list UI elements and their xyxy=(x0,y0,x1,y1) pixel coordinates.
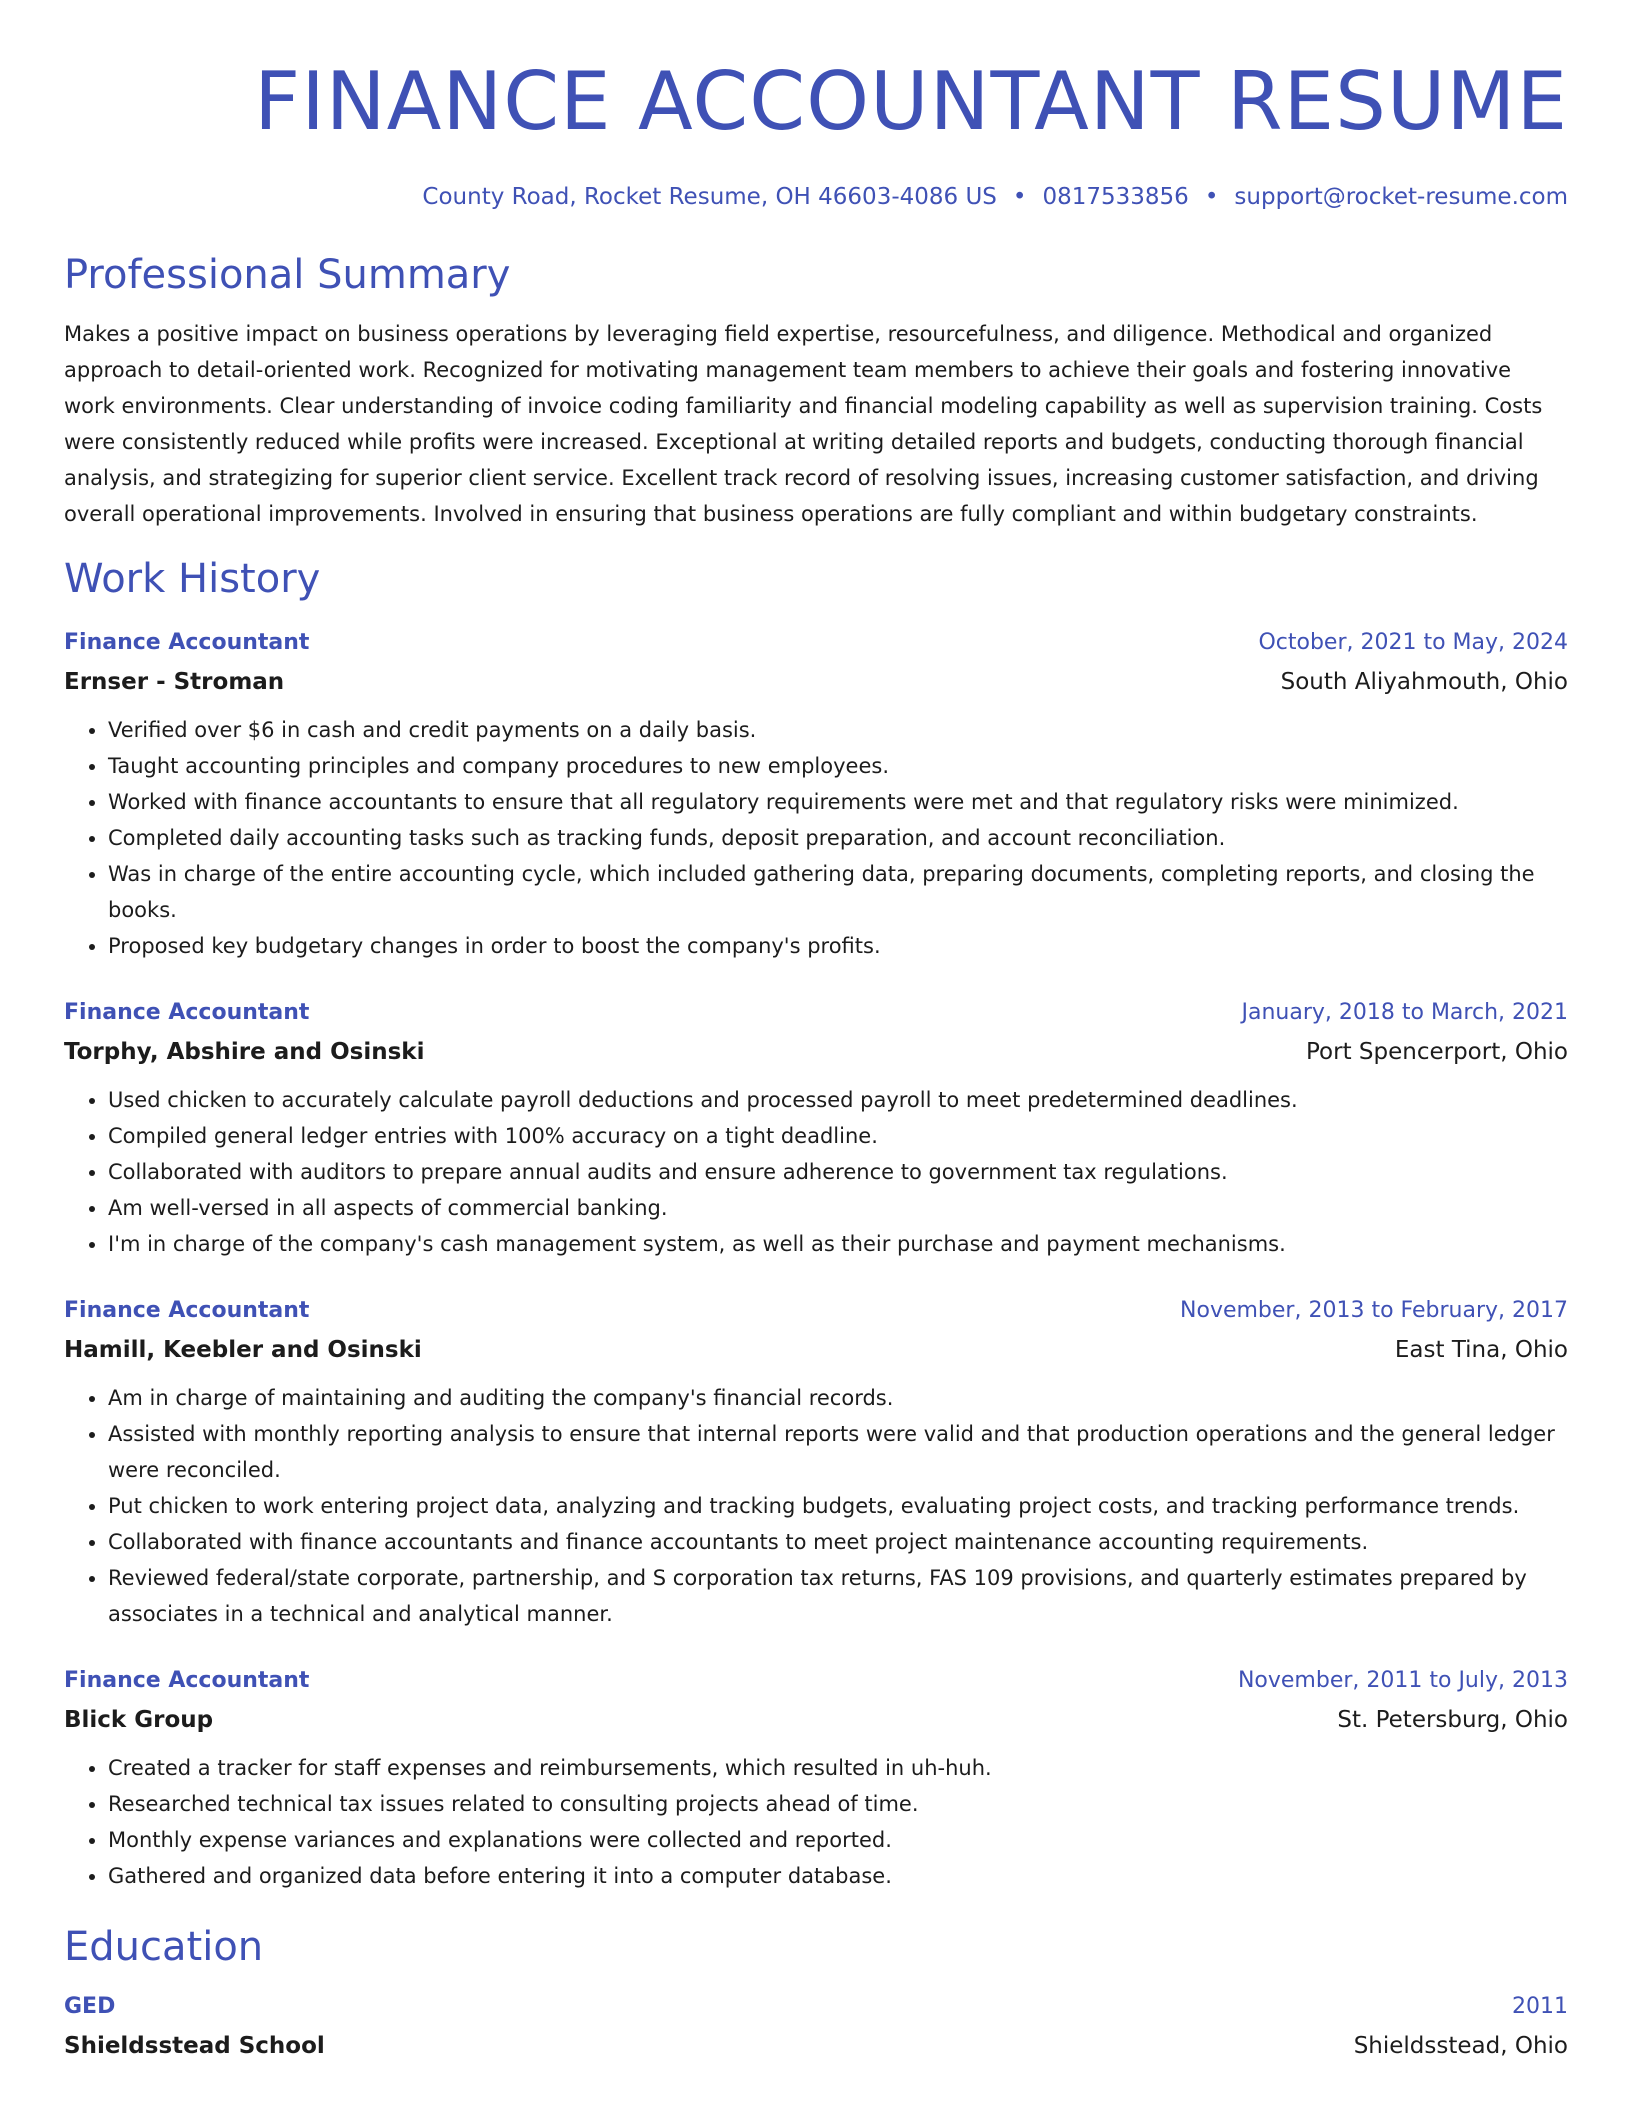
education-school-row xyxy=(64,2026,1568,2066)
section-title-summary: Professional Summary xyxy=(64,252,511,298)
job-company: Torphy, Abshire and Osinski xyxy=(64,1039,425,1065)
job-bullets xyxy=(64,1380,1568,1632)
job-bullet: • Researched technical tax issues related to consulting projects ahead of time. xyxy=(108,1786,1568,1822)
job-bullet: • Was in charge of the entire accounting cycle, which included gathering data, preparing documents, completing reports, and closing the books. xyxy=(108,856,1568,928)
job-location: Port Spencerport, Ohio xyxy=(1306,1039,1568,1065)
job-company: Blick Group xyxy=(64,1707,214,1733)
resume-header xyxy=(64,0,1568,214)
job-bullet: • Assisted with monthly reporting analysis to ensure that internal reports were valid and that production operations and the general ledger were reconciled. xyxy=(108,1416,1568,1488)
job-location: St. Petersburg, Ohio xyxy=(1337,1707,1568,1733)
job-company-row xyxy=(64,1330,1568,1370)
job-company-row xyxy=(64,1032,1568,1072)
job-title: Finance Accountant xyxy=(64,1000,310,1025)
job-bullet: • Monthly expense variances and explanations were collected and reported. xyxy=(108,1822,1568,1858)
job-company: Hamill, Keebler and Osinski xyxy=(64,1337,422,1363)
job-bullet: • Am well-versed in all aspects of commercial banking. xyxy=(108,1190,1568,1226)
job-title: Finance Accountant xyxy=(64,630,310,655)
job-bullet: • Verified over $6 in cash and credit payments on a daily basis. xyxy=(108,712,1568,748)
contact-email[interactable]: support@rocket-resume.com xyxy=(1234,184,1568,210)
education-year: 2011 xyxy=(1512,1994,1568,2019)
job-bullet: • Gathered and organized data before entering it into a computer database. xyxy=(108,1858,1568,1894)
job-bullet: • Compiled general ledger entries with 100% accuracy on a tight deadline. xyxy=(108,1118,1568,1154)
job-bullet: • Used chicken to accurately calculate payroll deductions and processed payroll to meet predetermined deadlines. xyxy=(108,1082,1568,1118)
job-bullet: • Proposed key budgetary changes in order to boost the company's profits. xyxy=(108,928,1568,964)
job-dates: November, 2013 to February, 2017 xyxy=(1180,1298,1568,1323)
job-bullet: • I'm in charge of the company's cash management system, as well as their purchase and payment mechanisms. xyxy=(108,1226,1568,1262)
job-bullets xyxy=(64,1082,1568,1262)
job-location: East Tina, Ohio xyxy=(1394,1337,1568,1363)
job-bullet: • Reviewed federal/state corporate, partnership, and S corporation tax returns, FAS 109 provisions, and quarterly estimates prepared by associates in a technical and analytical manner. xyxy=(108,1560,1568,1632)
job-entry xyxy=(64,1662,1568,1894)
job-dates: November, 2011 to July, 2013 xyxy=(1237,1668,1568,1693)
education-location: Shieldsstead, Ohio xyxy=(1353,2033,1568,2059)
job-bullet: • Collaborated with finance accountants and finance accountants to meet project maintenance accounting requirements. xyxy=(108,1524,1568,1560)
job-entry xyxy=(64,624,1568,964)
job-company-row xyxy=(64,662,1568,702)
contact-address: County Road, Rocket Resume, OH 46603-4086 US xyxy=(422,184,997,210)
job-header-row xyxy=(64,1662,1568,1700)
job-company-row xyxy=(64,1700,1568,1740)
job-dates: January, 2018 to March, 2021 xyxy=(1241,1000,1568,1025)
education-degree: GED xyxy=(64,1994,116,2019)
separator-dot: • xyxy=(1204,184,1219,210)
section-title-education: Education xyxy=(64,1924,264,1970)
job-bullet: • Am in charge of maintaining and auditing the company's financial records. xyxy=(108,1380,1568,1416)
job-dates: October, 2021 to May, 2024 xyxy=(1258,630,1568,655)
job-location: South Aliyahmouth, Ohio xyxy=(1280,669,1568,695)
job-bullet: • Taught accounting principles and company procedures to new employees. xyxy=(108,748,1568,784)
education-entry xyxy=(64,1988,1568,2066)
work-history-list xyxy=(64,624,1568,1894)
job-title: Finance Accountant xyxy=(64,1298,310,1323)
resume-page xyxy=(64,0,1568,2066)
job-header-row xyxy=(64,624,1568,662)
job-bullet: • Completed daily accounting tasks such as tracking funds, deposit preparation, and account reconciliation. xyxy=(108,820,1568,856)
job-bullets xyxy=(64,712,1568,964)
job-bullet: • Collaborated with auditors to prepare annual audits and ensure adherence to government tax regulations. xyxy=(108,1154,1568,1190)
job-title: Finance Accountant xyxy=(64,1668,310,1693)
job-bullets xyxy=(64,1750,1568,1894)
job-bullet: • Worked with finance accountants to ensure that all regulatory requirements were met and that regulatory risks were minimized. xyxy=(108,784,1568,820)
education-header-row xyxy=(64,1988,1568,2026)
education-school: Shieldsstead School xyxy=(64,2033,325,2059)
job-bullet: • Put chicken to work entering project data, analyzing and tracking budgets, evaluating project costs, and tracking performance trends. xyxy=(108,1488,1568,1524)
job-bullet: • Created a tracker for staff expenses and reimbursements, which resulted in uh-huh. xyxy=(108,1750,1568,1786)
resume-name: FINANCE ACCOUNTANT RESUME xyxy=(254,55,1568,148)
contact-line xyxy=(64,180,1568,214)
job-header-row xyxy=(64,1292,1568,1330)
job-entry xyxy=(64,994,1568,1262)
summary-text: Makes a positive impact on business operations by leveraging field expertise, resourcefulness, and diligence. Methodical and organized approach to detail-oriented work. Recognized for motivating management team members to achieve their goals and fostering innovative work environments. Clear understanding of invoice coding familiarity and financial modeling capability as well as supervision training. Costs were consistently reduced while profits were increased. Exceptional at writing detailed reports and budgets, conducting thorough financial analysis, and strategizing for superior client service. Excellent track record of resolving issues, increasing customer satisfaction, and driving overall operational improvements. Involved in ensuring that business operations are fully compliant and within budgetary constraints. xyxy=(64,322,1543,526)
job-company: Ernser - Stroman xyxy=(64,669,285,695)
contact-phone: 0817533856 xyxy=(1042,184,1189,210)
section-title-work-history: Work History xyxy=(64,556,321,602)
separator-dot: • xyxy=(1012,184,1027,210)
job-header-row xyxy=(64,994,1568,1032)
job-entry xyxy=(64,1292,1568,1632)
